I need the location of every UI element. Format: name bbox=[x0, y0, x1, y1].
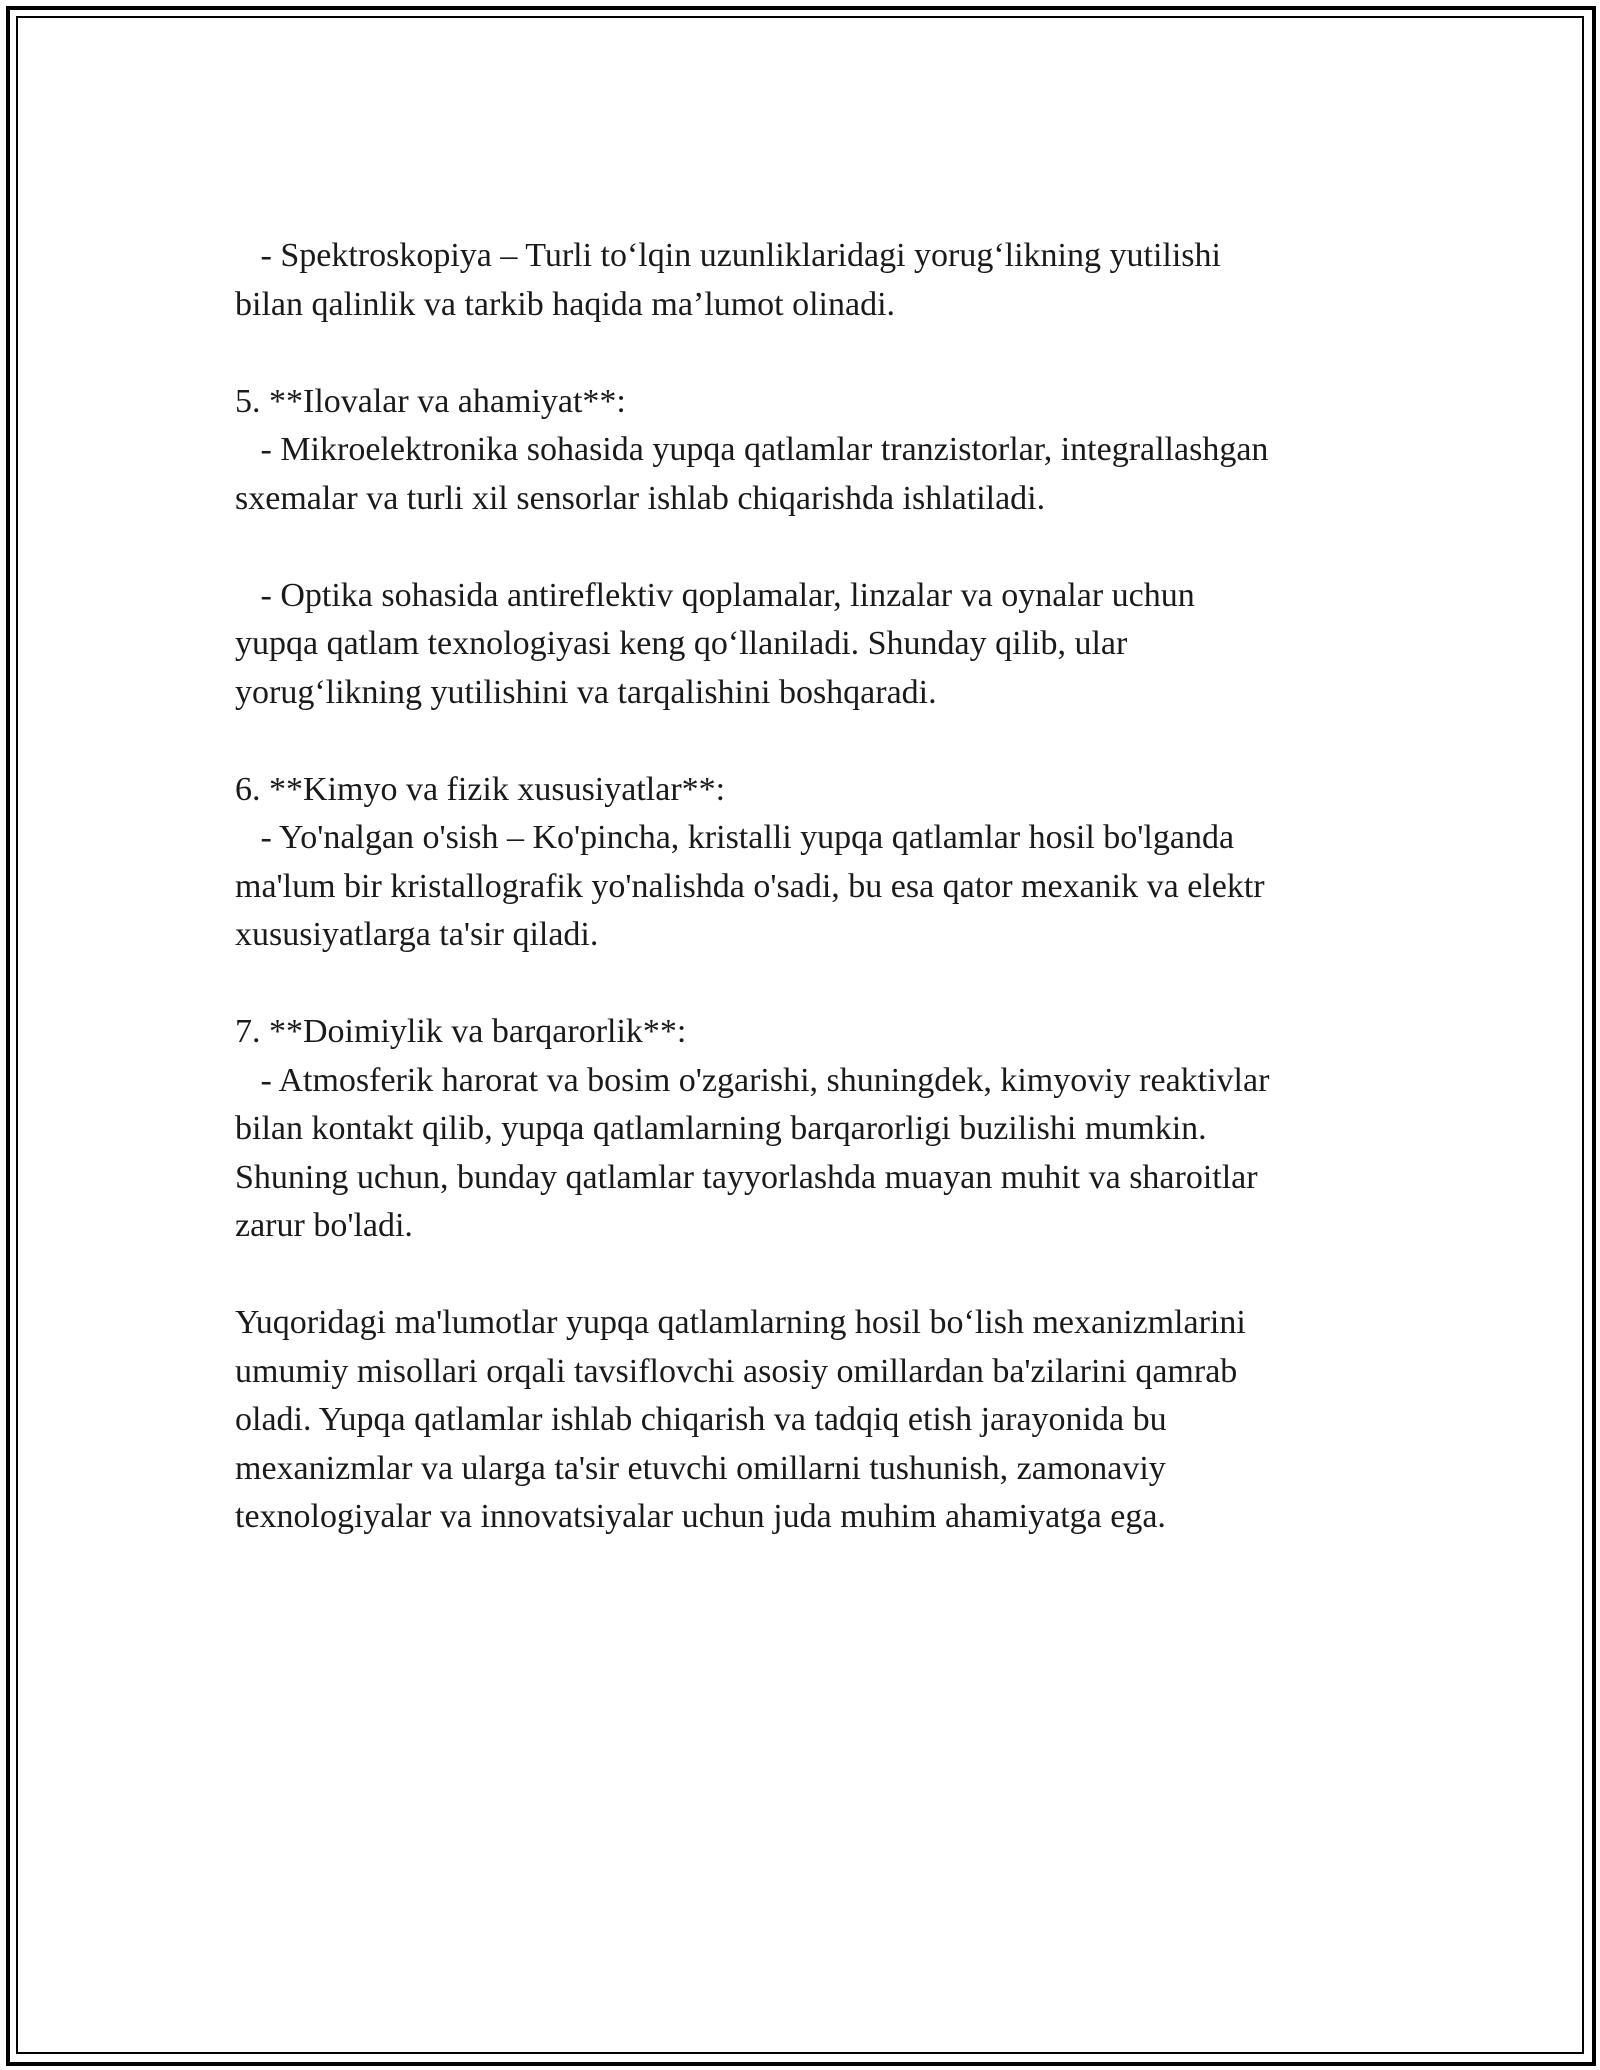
text-line: - Optika sohasida antireflektiv qoplamalar, linzalar va oynalar uchun bbox=[235, 576, 1195, 614]
text-line: Shuning uchun, bunday qatlamlar tayyorlashda muayan muhit va sharoitlar bbox=[235, 1158, 1258, 1196]
paragraph-gap bbox=[235, 960, 1375, 1009]
text-line: yorug‘likning yutilishini va tarqalishini boshqaradi. bbox=[235, 673, 937, 711]
section-heading-6: 6. **Kimyo va fizik xususiyatlar**: bbox=[235, 770, 726, 808]
text-line: xususiyatlarga ta'sir qiladi. bbox=[235, 916, 599, 953]
conclusion-line: Yuqoridagi ma'lumotlar yupqa qatlamlarning hosil bo‘lish mexanizmlarini bbox=[235, 1304, 1246, 1341]
section-heading-5: 5. **Ilovalar va ahamiyat**: bbox=[235, 382, 626, 420]
text-line: - Atmosferik harorat va bosim o'zgarishi, shuningdek, kimyoviy reaktivlar bbox=[235, 1061, 1270, 1099]
section-heading-7: 7. **Doimiylik va barqarorlik**: bbox=[235, 1013, 687, 1050]
conclusion-line: oladi. Yupqa qatlamlar ishlab chiqarish va tadqiq etish jarayonida bu bbox=[235, 1401, 1167, 1438]
text-line: sxemalar va turli xil sensorlar ishlab chiqarishda ishlatiladi. bbox=[235, 479, 1046, 517]
paragraph-gap bbox=[235, 523, 1375, 572]
document-body bbox=[235, 232, 1375, 1542]
paragraph-gap bbox=[235, 329, 1375, 378]
conclusion-line: texnologiyalar va innovatsiyalar uchun juda muhim ahamiyatga ega. bbox=[235, 1498, 1166, 1535]
text-line: zarur bo'ladi. bbox=[235, 1207, 413, 1244]
text-line: - Mikroelektronika sohasida yupqa qatlamlar tranzistorlar, integrallashgan bbox=[235, 431, 1269, 468]
text-line: bilan kontakt qilib, yupqa qatlamlarning barqarorligi buzilishi mumkin. bbox=[235, 1110, 1207, 1147]
conclusion-line: mexanizmlar va ularga ta'sir etuvchi omillarni tushunish, zamonaviy bbox=[235, 1449, 1166, 1487]
text-line: yupqa qatlam texnologiyasi keng qo‘llaniladi. Shunday qilib, ular bbox=[235, 625, 1128, 662]
text-line: ma'lum bir kristallografik yo'nalishda o'sadi, bu esa qator mexanik va elektr bbox=[235, 867, 1265, 905]
paragraph-gap bbox=[235, 717, 1375, 766]
text-line: - Yo'nalgan o'sish – Ko'pincha, kristalli yupqa qatlamlar hosil bo'lganda bbox=[235, 819, 1235, 856]
paragraph-gap bbox=[235, 1251, 1375, 1300]
conclusion-line: umumiy misollari orqali tavsiflovchi asosiy omillardan ba'zilarini qamrab bbox=[235, 1352, 1238, 1390]
text-line: bilan qalinlik va tarkib haqida ma’lumot olinadi. bbox=[235, 285, 896, 323]
text-line: - Spektroskopiya – Turli to‘lqin uzunliklaridagi yorug‘likning yutilishi bbox=[235, 237, 1221, 274]
